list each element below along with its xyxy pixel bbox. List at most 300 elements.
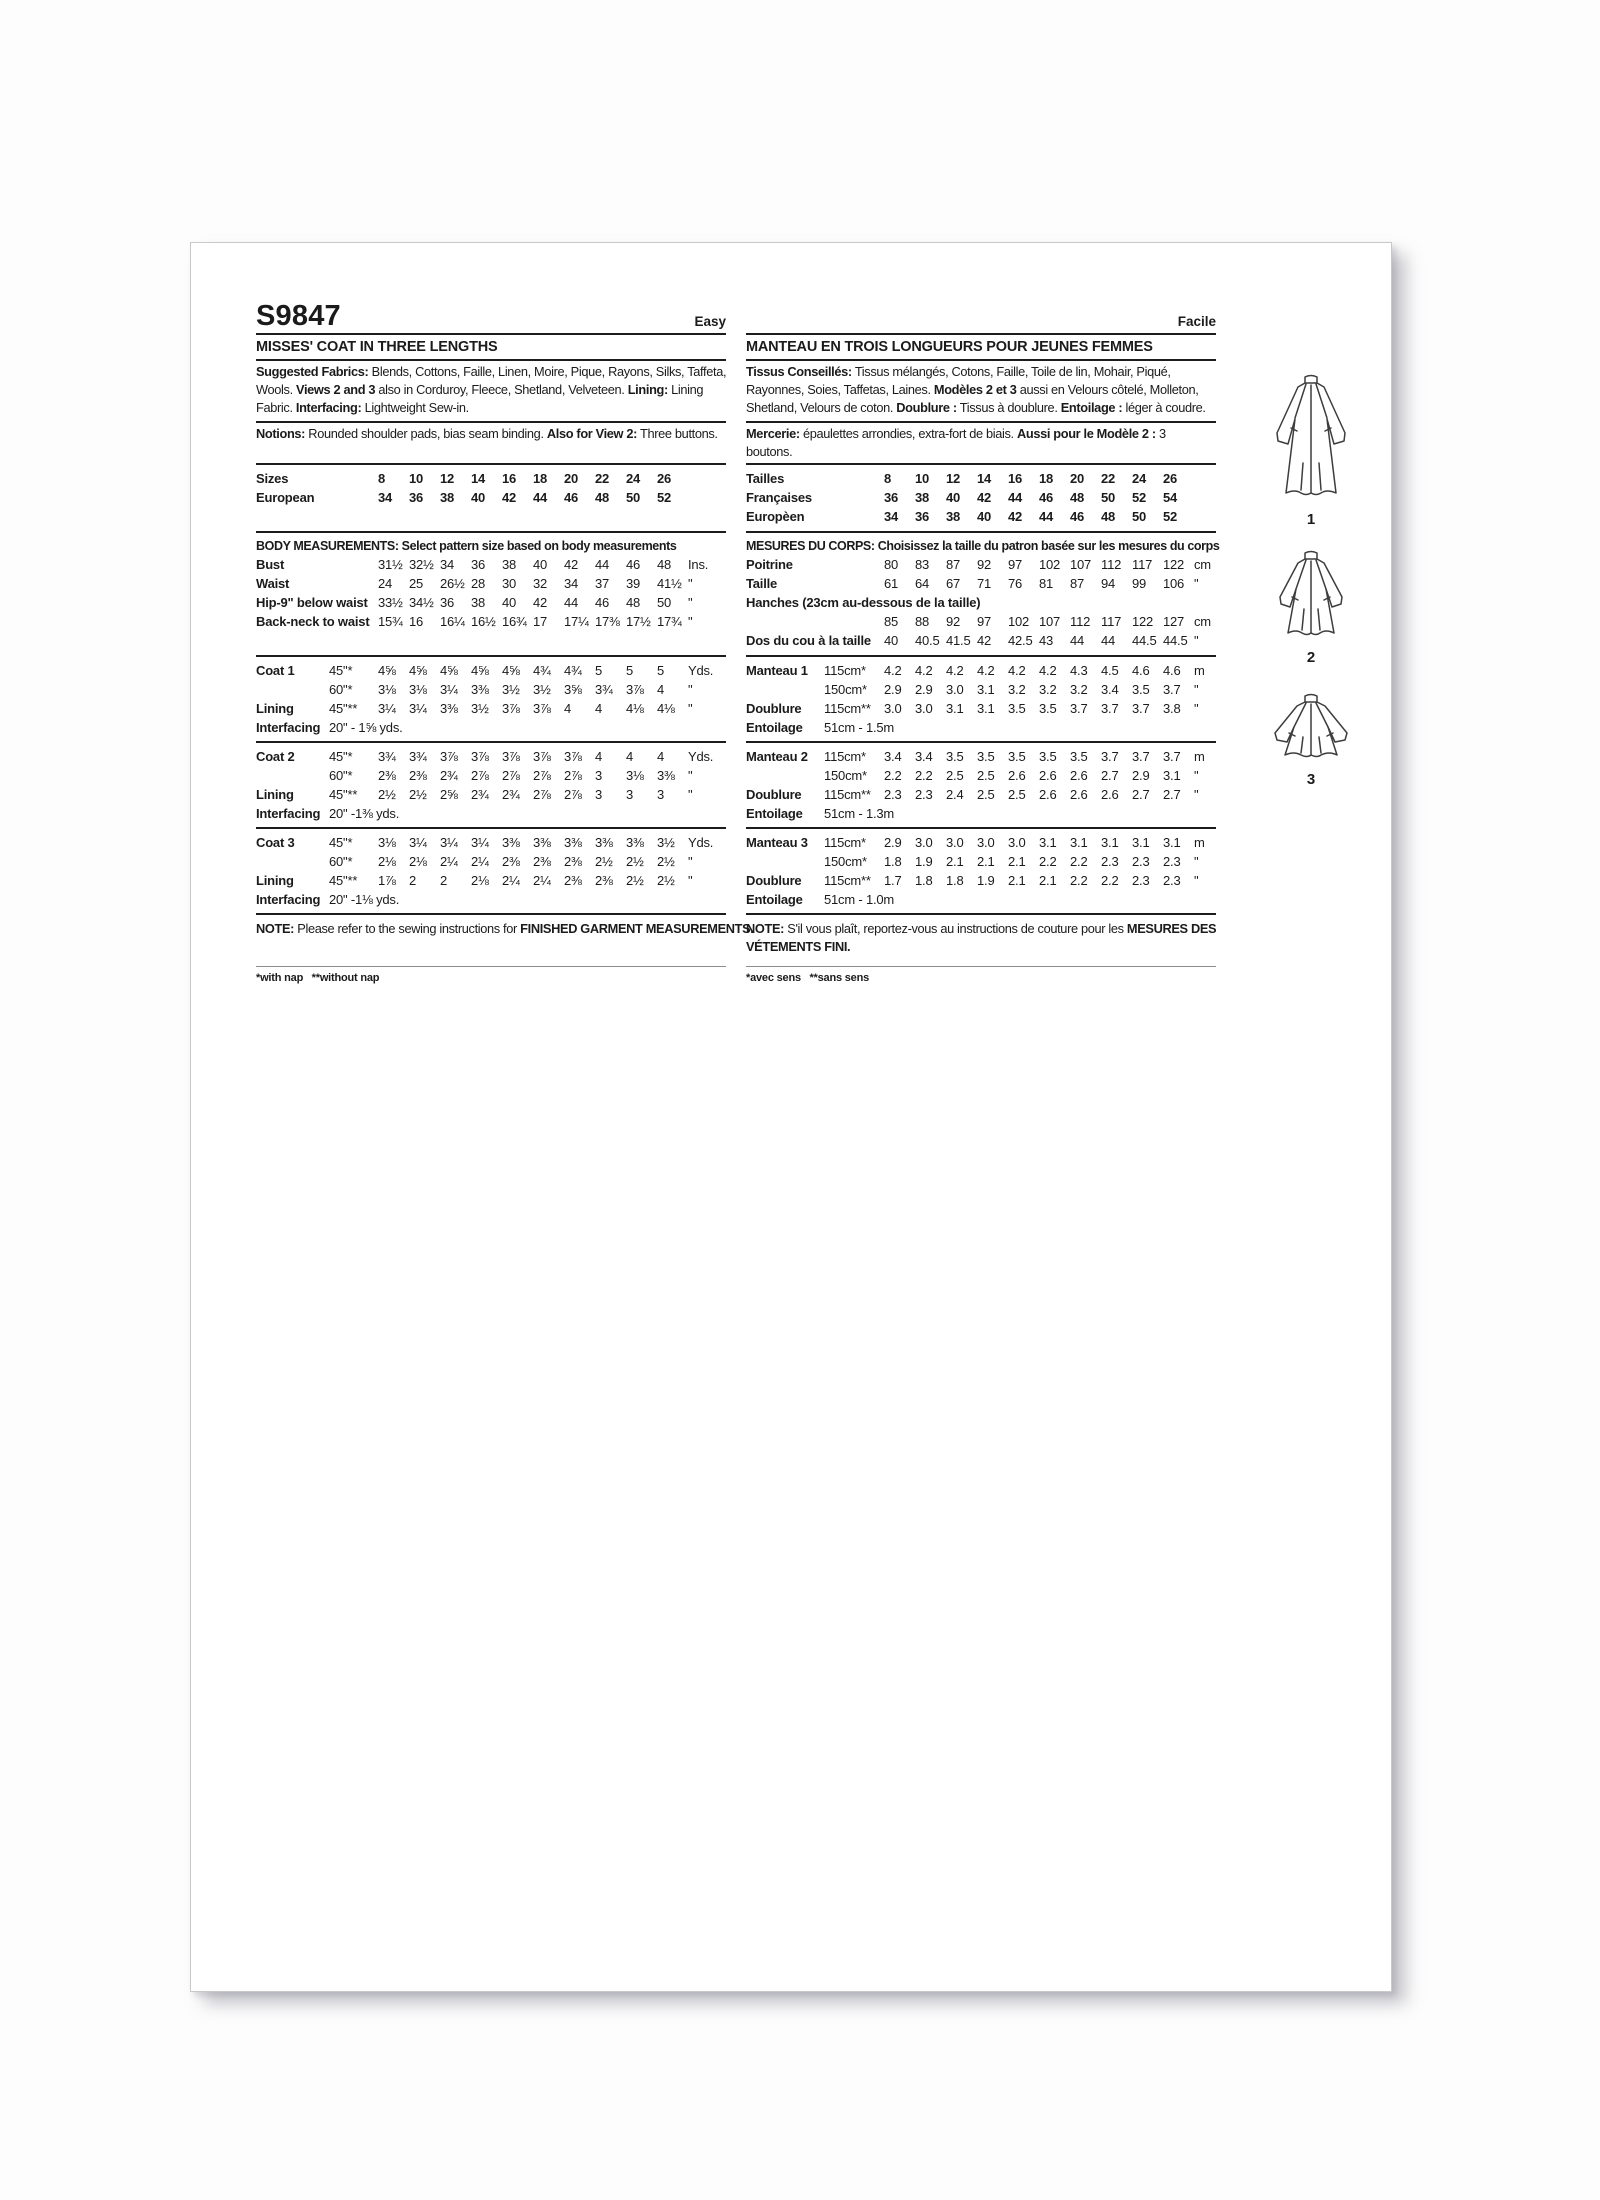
unit-cell: ": [688, 787, 693, 802]
table-cell: 2⅞: [533, 787, 551, 802]
fabric-width: [329, 574, 378, 593]
table-cell: 99: [1132, 576, 1147, 591]
row-label: Entoilage: [746, 720, 803, 735]
view-number-label: 1: [1306, 511, 1316, 528]
table-cell: 2: [409, 873, 417, 888]
table-cell: 1.8: [946, 873, 964, 888]
table-cell: 44: [1008, 490, 1023, 505]
row-label: Sizes: [256, 471, 289, 486]
table-cell: 38: [440, 490, 455, 505]
table-cell: 2.1: [946, 854, 964, 869]
table-cell: 1.9: [915, 854, 933, 869]
table-cell: 14: [977, 471, 992, 486]
row-label: Doublure: [746, 787, 802, 802]
table-cell: 24: [626, 471, 641, 486]
table-cell: 38: [471, 595, 486, 610]
table-cell: 2.5: [977, 768, 995, 783]
row-label: Lining: [256, 873, 294, 888]
table-cell: 2⅛: [409, 854, 427, 869]
table-cell: 3¼: [409, 835, 427, 850]
table-cell: 36: [471, 557, 486, 572]
row-label: Doublure: [746, 873, 802, 888]
table-cell: 10: [409, 471, 424, 486]
fabric-width: [824, 507, 884, 526]
table-cell: 42: [533, 595, 548, 610]
table-cell: 18: [1039, 471, 1054, 486]
table-cell: 2⅜: [409, 768, 427, 783]
table-cell: 24: [1132, 471, 1147, 486]
table-cell: 4.6: [1163, 663, 1181, 678]
table-cell: 2⅜: [564, 873, 582, 888]
table-cell: 10: [915, 471, 930, 486]
table-cell: 3½: [502, 682, 520, 697]
fabric-width: 150cm*: [824, 682, 867, 697]
body-measurements-en: [256, 533, 726, 655]
table-cell: 2.6: [1039, 768, 1057, 783]
table-cell: 43: [1039, 633, 1054, 648]
row-label: Hanches (23cm au-dessous de la taille): [746, 595, 981, 610]
table-cell: 102: [1039, 557, 1061, 572]
table-cell: 3⅞: [502, 701, 520, 716]
table-cell: 3⅜: [471, 682, 489, 697]
table-cell: 4: [657, 749, 665, 764]
table-cell: 127: [1163, 614, 1185, 629]
fabric-width: [329, 593, 378, 612]
unit-cell: ": [688, 682, 693, 697]
table-cell: 17¾: [657, 614, 682, 629]
unit-cell: [1194, 488, 1216, 507]
table-cell: 2½: [657, 854, 675, 869]
table-cell: 16: [409, 614, 424, 629]
table-row: [746, 661, 1216, 680]
text-line: Fabric. Interfacing: Lightweight Sew-in.: [256, 400, 469, 415]
table-cell: 1.8: [915, 873, 933, 888]
table-row: [256, 871, 726, 890]
table-cell: 34: [440, 557, 455, 572]
table-cell: 3¼: [440, 682, 458, 697]
table-cell: 3.1: [946, 701, 964, 716]
table-cell: 38: [915, 490, 930, 505]
fabric-width: 45"*: [329, 749, 353, 764]
coat-view-3-illustration: [1263, 693, 1359, 763]
table-cell: 3: [626, 787, 634, 802]
table-cell: 4¾: [564, 663, 582, 678]
note-fr: [746, 915, 1216, 964]
table-cell: 2.9: [884, 682, 902, 697]
table-cell: 2⅜: [595, 873, 613, 888]
table-cell: 3⅞: [471, 749, 489, 764]
table-row: [746, 785, 1216, 804]
row-label: [256, 852, 329, 871]
table-cell: 39: [626, 576, 641, 591]
table-cell: 32: [533, 576, 548, 591]
fabric-width: [329, 469, 378, 488]
table-cell: 1.7: [884, 873, 902, 888]
table-cell: 50: [1101, 490, 1116, 505]
table-cell: 2.2: [915, 768, 933, 783]
text-line: NOTE: Please refer to the sewing instructions for FINISHED GARMENT MEASUREMENTS.: [256, 921, 754, 936]
table-cell: 3.7: [1163, 749, 1181, 764]
table-cell: 36: [915, 509, 930, 524]
row-span-value: 51cm - 1.0m: [824, 892, 895, 907]
unit-cell: ": [1194, 787, 1199, 802]
table-cell: 38: [502, 557, 517, 572]
table-cell: 2⅞: [564, 787, 582, 802]
table-cell: 2.6: [1070, 768, 1088, 783]
view-number-label: 3: [1306, 771, 1316, 788]
text-line: Wools. Views 2 and 3 also in Corduroy, Fleece, Shetland, Velveteen. Lining: Lining: [256, 382, 704, 397]
unit-cell: ": [1194, 576, 1199, 591]
table-cell: 2½: [409, 787, 427, 802]
table-cell: 2.2: [1070, 873, 1088, 888]
table-cell: 33½: [378, 595, 403, 610]
table-cell: 3¼: [409, 701, 427, 716]
table-cell: 44: [1101, 633, 1116, 648]
table-cell: 2⅞: [564, 768, 582, 783]
table-cell: 2½: [378, 787, 396, 802]
row-label: Europèen: [746, 509, 805, 524]
text-line: Rayonnes, Soies, Taffetas, Laines. Modèles 2 et 3 aussi en Velours côtelé, Molleton,: [746, 382, 1199, 397]
table-cell: 20: [1070, 471, 1085, 486]
table-cell: 4.2: [884, 663, 902, 678]
table-cell: 36: [409, 490, 424, 505]
text-line: Mercerie: épaulettes arrondies, extra-fort de biais. Aussi pour le Modèle 2 : 3: [746, 426, 1166, 441]
table-cell: 3.5: [1070, 749, 1088, 764]
table-cell: 3.4: [1101, 682, 1119, 697]
table-cell: 48: [657, 557, 672, 572]
suggested-fabrics-en: [256, 361, 726, 421]
table-row: [746, 766, 1216, 785]
table-cell: 2.7: [1163, 787, 1181, 802]
table-cell: 2¾: [471, 787, 489, 802]
table-cell: 3.7: [1132, 749, 1150, 764]
table-cell: 3.1: [1163, 768, 1181, 783]
unit-cell: ": [1194, 873, 1199, 888]
table-row: [746, 804, 1216, 823]
fabric-width: 60"*: [329, 854, 353, 869]
table-cell: 3.1: [977, 682, 995, 697]
unit-cell: m: [1194, 835, 1205, 850]
table-row: [256, 699, 726, 718]
table-cell: 4⅛: [626, 701, 644, 716]
table-cell: 40: [884, 633, 899, 648]
table-cell: 3: [657, 787, 665, 802]
table-cell: 3.5: [1008, 701, 1026, 716]
coat-view-1-illustration: [1265, 371, 1357, 503]
table-cell: 17½: [626, 614, 651, 629]
table-cell: 3.5: [977, 749, 995, 764]
coat3-yardage-en: [256, 829, 726, 913]
text-line: Tissus Conseillés: Tissus mélangés, Cotons, Faille, Toile de lin, Mohair, Piqué,: [746, 364, 1171, 379]
row-label: Coat 1: [256, 663, 295, 678]
table-cell: 4: [626, 749, 634, 764]
table-cell: 3.7: [1132, 701, 1150, 716]
fabric-width: 115cm**: [824, 701, 871, 716]
table-cell: 3⅜: [440, 701, 458, 716]
table-cell: 3.1: [1070, 835, 1088, 850]
table-cell: 3¾: [409, 749, 427, 764]
table-cell: 2: [440, 873, 448, 888]
coat2-yardage-en: [256, 743, 726, 827]
table-row: [746, 507, 1216, 526]
body-measurements-header-en: BODY MEASUREMENTS: Select pattern size based on body measurements: [256, 539, 677, 553]
table-cell: 2.1: [1008, 873, 1026, 888]
table-row: [746, 612, 1216, 631]
table-cell: 2⅛: [471, 873, 489, 888]
table-cell: 36: [884, 490, 899, 505]
table-cell: 12: [440, 471, 455, 486]
table-cell: 2¼: [533, 873, 551, 888]
fabric-width: [824, 488, 884, 507]
table-row: [746, 680, 1216, 699]
table-cell: 3⅞: [533, 749, 551, 764]
row-span-value: 20" -1⅜ yds.: [329, 806, 400, 821]
table-cell: 4: [595, 701, 603, 716]
unit-cell: [688, 469, 726, 488]
table-cell: 4¾: [533, 663, 551, 678]
table-cell: 4.2: [1039, 663, 1057, 678]
row-label: Doublure: [746, 701, 802, 716]
suggested-fabrics-fr: [746, 361, 1216, 421]
fabric-width: [824, 555, 884, 574]
table-cell: 16¼: [440, 614, 465, 629]
table-cell: 42: [977, 633, 992, 648]
table-cell: 2⅜: [533, 854, 551, 869]
body-measurements-table-en: [256, 555, 726, 631]
row-label: Waist: [256, 576, 290, 591]
table-cell: 28: [471, 576, 486, 591]
table-cell: 3¼: [440, 835, 458, 850]
table-cell: 3⅛: [378, 835, 396, 850]
row-label: Interfacing: [256, 806, 321, 821]
table-cell: 2⅞: [502, 768, 520, 783]
row-label: Bust: [256, 557, 285, 572]
table-cell: 2.6: [1039, 787, 1057, 802]
manteau3-yardage-fr: [746, 829, 1216, 913]
table-cell: 4.3: [1070, 663, 1088, 678]
table-cell: 3½: [533, 682, 551, 697]
coat1-yardage-en: [256, 657, 726, 741]
text-line: Notions: Rounded shoulder pads, bias seam binding. Also for View 2: Three buttons.: [256, 426, 718, 441]
row-span-value: [824, 593, 1216, 612]
nap-footnote-fr: *avec sens **sans sens: [746, 972, 870, 984]
table-cell: 2.4: [946, 787, 964, 802]
table-row: [746, 574, 1216, 593]
table-cell: 3⅞: [440, 749, 458, 764]
table-cell: 83: [915, 557, 930, 572]
table-cell: 2.3: [1163, 854, 1181, 869]
fabric-width: 60"*: [329, 682, 353, 697]
nap-footnote-en: *with nap **without nap: [256, 972, 380, 984]
table-cell: 2½: [657, 873, 675, 888]
table-cell: 76: [1008, 576, 1023, 591]
fabric-width: 115cm**: [824, 873, 871, 888]
table-cell: 44: [564, 595, 579, 610]
table-cell: 3½: [471, 701, 489, 716]
table-cell: 44.5: [1132, 633, 1157, 648]
row-span-value: 51cm - 1.3m: [824, 806, 895, 821]
table-cell: 46: [626, 557, 641, 572]
table-cell: 4: [595, 749, 603, 764]
table-row: [746, 555, 1216, 574]
unit-cell: ": [1194, 633, 1199, 648]
table-row: [746, 699, 1216, 718]
table-cell: 94: [1101, 576, 1116, 591]
table-cell: 24: [378, 576, 393, 591]
table-cell: 87: [1070, 576, 1085, 591]
text-line: Shetland, Velours de coton. Doublure : Tissus à doublure. Entoilage : léger à coudre.: [746, 400, 1206, 415]
table-cell: 41.5: [946, 633, 971, 648]
row-label: Dos du cou à la taille: [746, 633, 871, 648]
table-cell: 67: [946, 576, 961, 591]
table-cell: 97: [977, 614, 992, 629]
table-cell: 122: [1163, 557, 1185, 572]
table-cell: 3.5: [1039, 749, 1057, 764]
unit-cell: ": [1194, 768, 1199, 783]
table-cell: 2½: [626, 873, 644, 888]
fabric-width: 45"**: [329, 873, 358, 888]
table-cell: 3⅝: [564, 682, 582, 697]
table-cell: 34: [564, 576, 579, 591]
table-row: [746, 469, 1216, 488]
table-cell: 2.9: [884, 835, 902, 850]
sizes-table-fr: [746, 465, 1216, 531]
table-cell: 17: [533, 614, 548, 629]
manteau1-yardage-fr: [746, 657, 1216, 741]
table-cell: 2⅝: [440, 787, 458, 802]
difficulty-label-en: Easy: [694, 314, 726, 329]
table-cell: 102: [1008, 614, 1030, 629]
row-label: Coat 3: [256, 835, 295, 850]
row-label: Hip-9" below waist: [256, 595, 368, 610]
table-cell: 18: [533, 471, 548, 486]
table-cell: 40: [977, 509, 992, 524]
table-cell: 16½: [471, 614, 496, 629]
table-cell: 5: [657, 663, 665, 678]
table-cell: 3⅜: [502, 835, 520, 850]
table-row: [256, 612, 726, 631]
table-cell: 2.1: [1039, 873, 1057, 888]
row-label: Manteau 2: [746, 749, 808, 764]
manteau2-yardage-fr: [746, 743, 1216, 827]
row-label: Poitrine: [746, 557, 793, 572]
unit-cell: Yds.: [688, 835, 714, 850]
table-row: [746, 747, 1216, 766]
table-cell: 40.5: [915, 633, 940, 648]
row-label: Coat 2: [256, 749, 295, 764]
row-label: Taille: [746, 576, 778, 591]
table-row: [256, 680, 726, 699]
table-cell: 50: [657, 595, 672, 610]
unit-cell: Ins.: [688, 557, 709, 572]
table-cell: 34: [378, 490, 393, 505]
table-cell: 50: [1132, 509, 1147, 524]
unit-cell: [688, 488, 726, 507]
garment-title-en: MISSES' COAT IN THREE LENGTHS: [256, 339, 498, 355]
table-cell: 37: [595, 576, 610, 591]
table-cell: 48: [595, 490, 610, 505]
pattern-number: S9847: [256, 300, 341, 332]
table-cell: 3.0: [915, 701, 933, 716]
table-cell: 2⅜: [502, 854, 520, 869]
table-cell: 3.2: [1039, 682, 1057, 697]
row-label: Manteau 1: [746, 663, 808, 678]
table-cell: 3.7: [1163, 682, 1181, 697]
table-cell: 3.2: [1070, 682, 1088, 697]
fabric-width: [329, 612, 378, 631]
table-row: [256, 890, 726, 909]
table-cell: 42.5: [1008, 633, 1033, 648]
text-line: boutons.: [746, 444, 793, 459]
table-row: [256, 833, 726, 852]
table-cell: 117: [1132, 557, 1153, 572]
table-cell: 4.2: [1008, 663, 1026, 678]
table-cell: 3⅜: [626, 835, 644, 850]
table-row: [746, 718, 1216, 737]
table-cell: 48: [1101, 509, 1116, 524]
table-cell: 48: [1070, 490, 1085, 505]
unit-cell: ": [688, 576, 693, 591]
table-cell: 1⅞: [378, 873, 396, 888]
fabric-width: [329, 555, 378, 574]
table-cell: 3.0: [884, 701, 902, 716]
table-cell: 2.6: [1070, 787, 1088, 802]
table-row: [256, 661, 726, 680]
table-cell: 3.1: [1039, 835, 1057, 850]
table-cell: 3⅛: [626, 768, 644, 783]
body-measurements-table-fr: [746, 555, 1216, 650]
unit-cell: m: [1194, 749, 1205, 764]
table-cell: 2.2: [1039, 854, 1057, 869]
table-cell: 3.5: [1132, 682, 1150, 697]
fabric-width: 45"*: [329, 835, 353, 850]
table-cell: 20: [564, 471, 579, 486]
unit-cell: cm: [1194, 614, 1211, 629]
table-cell: 4.2: [977, 663, 995, 678]
table-cell: 44: [1039, 509, 1054, 524]
table-cell: 15¾: [378, 614, 403, 629]
body-measurements-fr: [746, 533, 1220, 655]
row-label: Lining: [256, 701, 294, 716]
table-cell: 2.3: [1163, 873, 1181, 888]
table-cell: 42: [977, 490, 992, 505]
table-cell: 41½: [657, 576, 682, 591]
table-row: [746, 852, 1216, 871]
row-span-value: 20" -1⅛ yds.: [329, 892, 400, 907]
table-cell: 2⅛: [378, 854, 396, 869]
table-row: [746, 833, 1216, 852]
row-label: [746, 852, 824, 871]
fabric-width: 115cm*: [824, 749, 866, 764]
table-cell: 4⅛: [657, 701, 675, 716]
difficulty-label-fr: Facile: [1177, 314, 1216, 329]
table-cell: 2.6: [1101, 787, 1119, 802]
table-cell: 2⅞: [533, 768, 551, 783]
table-cell: 4⅝: [440, 663, 458, 678]
table-cell: 2.1: [977, 854, 995, 869]
row-label: Manteau 3: [746, 835, 808, 850]
unit-cell: ": [688, 701, 693, 716]
row-label: [256, 766, 329, 785]
row-label: [746, 680, 824, 699]
table-cell: 122: [1132, 614, 1154, 629]
table-cell: 40: [533, 557, 548, 572]
table-cell: 16: [502, 471, 517, 486]
table-cell: 85: [884, 614, 899, 629]
row-label: Entoilage: [746, 806, 803, 821]
fabric-width: [824, 631, 884, 650]
table-cell: 4.6: [1132, 663, 1150, 678]
